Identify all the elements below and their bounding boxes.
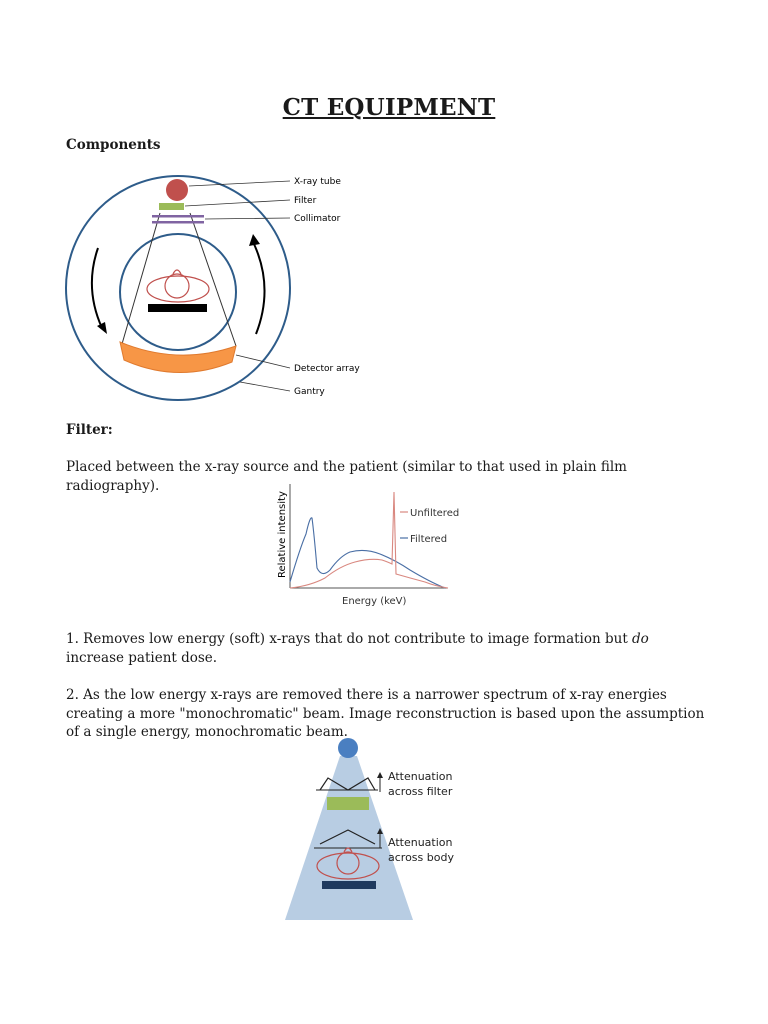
label-attenuation-body-2: across body — [388, 851, 454, 864]
collimator-bar-top — [152, 215, 204, 218]
label-attenuation-filter-1: Attenuation — [388, 770, 453, 783]
leader-gantry — [240, 382, 290, 391]
filter-block — [327, 797, 369, 810]
filter-heading: Filter: — [66, 422, 113, 438]
rotation-arrow-left — [92, 248, 102, 328]
leader-filter — [185, 200, 290, 206]
label-collimator: Collimator — [294, 214, 341, 224]
legend-unfiltered: Unfiltered — [410, 508, 460, 519]
collimator-bar-bottom — [152, 221, 204, 224]
label-attenuation-filter-2: across filter — [388, 785, 453, 798]
label-filter: Filter — [294, 196, 317, 206]
beam-edge-left — [122, 213, 160, 344]
filter-block — [159, 203, 184, 210]
patient-table — [148, 304, 207, 312]
label-xray-tube: X-ray tube — [294, 177, 341, 187]
unfiltered-curve — [290, 518, 448, 588]
point-1-prefix: 1. Removes low energy (soft) x-rays that do not contribute to image formation but — [66, 631, 633, 647]
point-1-emphasis: do — [632, 631, 649, 647]
rotation-arrowhead-left — [97, 322, 107, 334]
attenuation-diagram — [280, 736, 480, 926]
page-title: CT EQUIPMENT — [282, 94, 496, 121]
label-detector-array: Detector array — [294, 364, 360, 374]
legend-filtered: Filtered — [410, 534, 448, 545]
patient-head-bump — [173, 270, 181, 274]
beam-edge-right — [190, 213, 236, 346]
filter-placement-paragraph: Placed between the x-ray source and the patient (similar to that used in plain film radiography). — [66, 459, 627, 494]
patient-spine — [165, 274, 189, 298]
label-attenuation-body-1: Attenuation — [388, 836, 453, 849]
point-2-paragraph: 2. As the low energy x-rays are removed there is a narrower spectrum of x-ray energies creating a more "monochromatic" beam. Image reconstruction is based upon the assumption of a single energy, monochromatic beam. — [66, 687, 705, 740]
xray-tube — [166, 179, 188, 201]
leader-collimator — [205, 218, 290, 219]
rotation-arrow-right — [254, 244, 265, 334]
detector-array — [120, 342, 236, 373]
spectrum-chart — [270, 478, 490, 608]
label-gantry: Gantry — [294, 387, 325, 397]
rotation-arrowhead-right — [249, 234, 260, 246]
patient-table — [322, 881, 376, 889]
chart-xlabel: Energy (keV) — [342, 596, 407, 607]
filter-arrowhead — [377, 772, 383, 778]
components-heading: Components — [66, 137, 161, 153]
point-1-paragraph — [66, 630, 706, 667]
leader-xray-tube — [189, 181, 290, 186]
chart-ylabel: Relative intensity — [277, 491, 288, 578]
ct-components-diagram — [60, 170, 380, 410]
point-1-suffix: increase patient dose. — [66, 649, 218, 666]
xray-tube — [338, 738, 358, 758]
leader-detector — [236, 355, 290, 368]
